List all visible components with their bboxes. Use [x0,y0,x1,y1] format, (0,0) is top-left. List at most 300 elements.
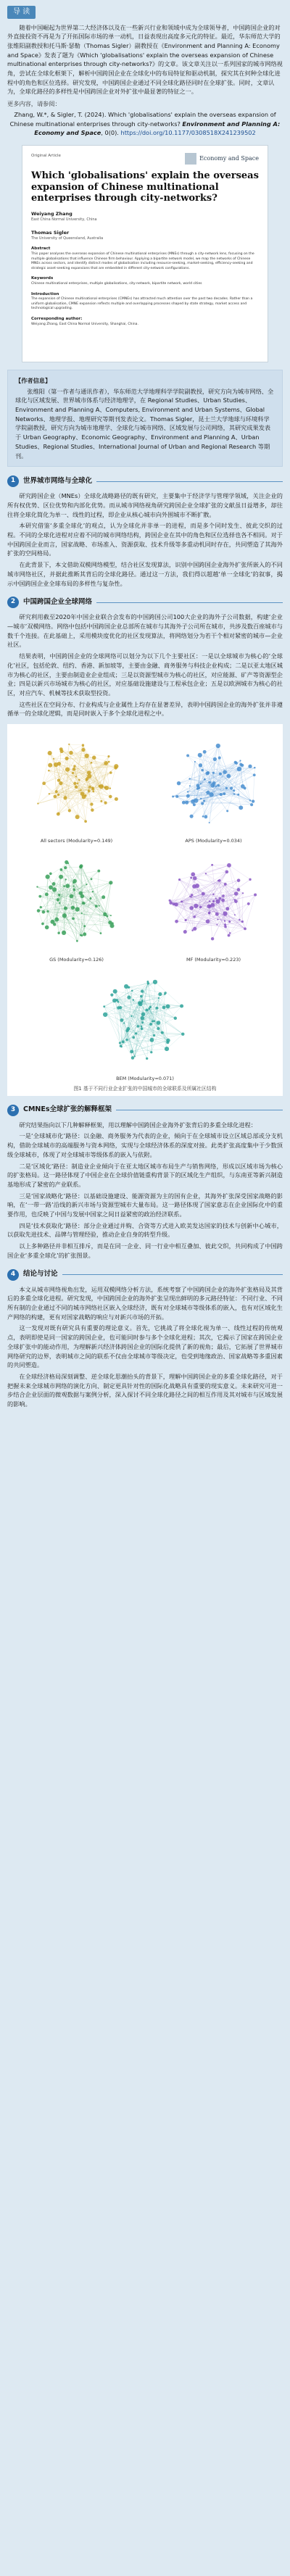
paper-affiliation-2: The University of Queensland, Australia [31,236,104,241]
network-graph-all-sectors [12,728,142,837]
network-node [239,919,241,921]
network-node [218,757,220,760]
network-node [218,773,221,776]
network-node [131,1056,134,1059]
network-node [157,1027,160,1030]
section-number-badge: 1 [7,475,19,487]
network-node [188,778,191,780]
network-node [81,795,86,799]
paragraph: 一是‘全球城市化’路径：以金融、商务服务为代表的企业，倾向于在全球城市设立区域总部或分支机构，借助全球城市的高端服务与资本网络，实现与全球经济体系的深度对接。此类扩张高度集中于少数顶级全球城市，体现了对全球城市等级体系的嵌入与依附。 [7,1132,283,1158]
network-node [204,815,207,818]
network-node [53,763,57,767]
network-node [200,798,202,799]
network-node [114,764,118,768]
network-node [207,905,211,909]
network-node [217,880,218,881]
network-node [233,914,235,915]
network-node [107,761,109,763]
network-node [239,805,243,810]
network-edge [164,994,165,1007]
network-node [56,813,59,816]
network-node [219,793,222,796]
network-node [59,781,62,785]
network-edge [69,744,83,745]
network-node [85,777,88,780]
section-number-badge: 3 [7,1105,19,1116]
network-node [199,906,202,909]
network-node [72,918,75,921]
network-node [116,999,118,1001]
network-node [109,915,111,916]
network-edge [44,770,67,784]
network-figure [7,724,283,1096]
citation-block [7,99,283,138]
network-node [153,980,157,984]
network-node [155,1007,158,1010]
network-node [79,934,81,936]
network-label: GS (Modularity=0.126) [49,957,104,963]
network-node [216,924,218,926]
network-node [210,937,213,940]
network-node [135,1032,137,1034]
network-node [91,808,94,811]
network-node [68,744,70,745]
network-node [148,1007,150,1010]
author-info-box [7,370,283,467]
network-node [50,920,54,924]
network-node [63,907,67,910]
network-graph-mf [149,847,279,956]
paragraph: 本研究借鉴‘多重全球化’的观点，认为全球化并非单一的进程，而是多个同时发生、彼此交织的过程。不同的全球化进程对应着不同的城市网络结构，跨国企业在其中的角色和区位选择也各不相同。对于中国跨国企业而言，国家战略、市场准入、资源获取、技术升级等多重动机同时存在，共同塑造了其海外扩张的空间格局。 [7,522,283,557]
network-node [175,795,178,798]
network-node [81,748,85,752]
network-node [186,754,189,757]
network-node [208,900,210,902]
network-node [227,863,231,868]
network-edge [209,794,238,823]
network-node [158,997,160,999]
network-node [241,921,243,923]
network-graph-gs [12,847,142,956]
network-node [124,984,128,989]
section-title: 中国跨国企业全球网络 [23,597,93,606]
section-number-badge: 4 [7,1269,19,1281]
network-node [183,930,186,934]
network-node [208,781,211,784]
network-node [83,925,86,927]
author-info-text: 张维阳（第一作者与通讯作者），华东师范大学地理科学学院副教授，研究方向为城市网络、全球化与区域发展、世界城市体系与经济地理学，在 Regional Studies、Urban Studies、Environment and Planning A、Computers, Environment and Urban Systems、Global Networks、地理学报、地理研究等期刊发表论文。Thomas Sigler，昆士兰大学地球与环境科学学院副教授，研究方向为城市地理学、全球化与城市网络、区域发展与公司网络，其研究成果发表于 Urban Geography、Economic Geography、Environment and Planning A、Urban Studies、Regional Studies、International Journal of Urban and Regional Research 等期刊。 [15,387,274,460]
network-node [72,886,74,887]
network-node [212,757,216,761]
network-node [229,786,232,789]
paper-title: Which 'globalisations' explain the overseas expansion of Chinese multinational enterprises through city-networks? [31,170,259,204]
network-node [103,1013,107,1017]
network-node [202,750,206,754]
network-edge [154,1034,183,1036]
network-edge [127,1040,167,1043]
network-node [204,873,206,874]
network-edge [199,746,218,755]
network-node [203,778,205,781]
network-node [189,896,191,897]
network-node [39,906,41,908]
paragraph: 在此背景下，本文借助双模网络模型，结合社区发现算法，识别中国跨国企业海外扩张所嵌入的不同城市网络社区，并据此推断其背后的全球化路径。通过这一方法，我们得以超越‘单一全球化’的叙事，揭示中国跨国企业全球布局的多样性与复杂性。 [7,561,283,587]
network-node [150,1051,152,1053]
network-node [180,1005,183,1008]
network-node [90,762,92,764]
network-node [48,770,50,772]
network-node [196,784,199,788]
network-node [152,1021,154,1023]
section-divider [96,602,283,603]
network-node [226,774,231,778]
network-node [176,781,180,785]
network-node [233,789,235,792]
network-node [79,865,83,868]
network-node [254,767,256,769]
network-node [57,932,59,934]
network-node [194,884,199,888]
network-node [196,788,198,790]
network-node [83,902,85,905]
network-node [127,996,130,1000]
network-node [233,793,234,794]
network-node [252,773,255,776]
network-node [192,803,195,806]
network-node [172,796,174,798]
network-node [194,904,198,908]
network-node [49,885,53,889]
network-node [225,907,229,910]
network-node [241,892,243,894]
network-node [249,799,251,801]
network-node [119,1042,121,1044]
network-node [120,1018,123,1022]
network-node [221,899,225,902]
network-node [107,755,109,757]
network-node [178,878,180,881]
network-node [181,901,183,903]
network-node [86,884,87,885]
network-node [208,913,210,915]
network-node [73,765,75,767]
network-node [223,911,227,915]
network-node [69,894,73,899]
network-panel-aps [147,728,280,844]
article-type: Original Article [31,153,61,158]
network-node [122,1041,125,1044]
section-3-body [7,1121,283,1260]
network-node [222,894,225,897]
network-node [59,868,62,871]
guide-tag: 导 读 [7,6,36,19]
network-node [227,934,230,937]
network-node [130,1015,132,1017]
network-label: BEM (Modularity=0.071) [116,1076,174,1082]
network-edge [135,1052,152,1057]
network-node [103,1005,105,1007]
network-label: APS (Modularity=0.034) [185,838,242,844]
network-node [109,788,110,789]
paragraph: 这些社区在空间分布、行业构成与企业属性上均存在显著差异，表明中国跨国企业的海外扩张并非遵循单一的全球化逻辑，而是同时嵌入于多个全球化进程之中。 [7,700,283,718]
paper-affiliation-1: East China Normal University, China [31,217,97,222]
network-edge [127,1040,135,1057]
network-node [76,783,78,784]
network-node [228,921,231,923]
network-node [136,1025,139,1028]
network-node [36,886,38,887]
network-node [113,989,117,994]
network-node [166,1005,170,1009]
section-1-header [7,475,283,487]
network-node [211,864,213,866]
network-node [224,926,227,928]
network-edge [228,928,245,935]
network-node [53,795,57,799]
network-node [223,921,225,922]
intro-section [7,6,283,138]
network-node [72,768,75,771]
author-info-title: 【作者信息】 [15,376,51,384]
network-node [72,889,75,892]
paragraph: 研究利用截至2020年中国企业联合会发布的中国跨国公司100大企业的海外子公司数据，构建‘企业—城市’双模网络。网络中包括中国跨国企业总部所在城市与其海外子公司所在城市，共涉及数百座城市与数千个连接。在此基础上，采用模块度优化的社区发现算法，将网络划分为若干个相对紧密的城市—企业社区。 [7,613,283,649]
network-node [98,905,99,907]
network-node [99,784,103,789]
network-node [236,878,240,882]
network-node [106,915,108,918]
paragraph: 四是‘技术获取化’路径：部分企业通过并购、合资等方式进入欧美发达国家的技术与创新中心城市，以获取先进技术、品牌与管理经验，推动企业自身的转型升级。 [7,1221,283,1239]
network-node [189,815,193,818]
network-node [80,894,83,898]
section-title: 世界城市网络与全球化 [23,476,93,485]
network-node [233,899,236,901]
network-node [65,768,69,772]
network-node [46,910,49,913]
network-node [123,1023,125,1024]
network-node [57,899,58,901]
network-node [174,1017,177,1020]
network-node [104,802,107,805]
doi-link[interactable]: https://doi.org/10.1177/0308518X241239502 [120,129,256,137]
network-node [193,927,196,931]
section-4-body [7,1285,283,1409]
paragraph: 三是‘国家战略化’路径：以基础设施建设、能源资源为主的国有企业，其海外扩张深受国家战略的影响，在‘一带一路’沿线的新兴市场与资源型城市大量布局。这一路径体现了国家意志在企业国际化中的重要作用，也反映了中国与发展中国家之间日益紧密的政治经济联系。 [7,1192,283,1218]
network-node [58,894,60,896]
paragraph: 结果表明，中国跨国企业的全球网络可以划分为以下几个主要社区：一是以全球城市为核心的‘全球化’社区，包括伦敦、纽约、香港、新加坡等，主要由金融、商务服务与科技企业构成；二是以亚太地区城市为核心的社区，主要由制造业企业组成；三是以资源型城市为核心的社区，对应能源、矿产等资源型企业；四是以新兴市场城市为核心的社区，对应基础设施建设与工程承包企业；五是以欧洲城市为核心的社区，对应汽车、机械等技术获取型投资。 [7,652,283,697]
network-node [81,744,83,746]
section-2-body [7,612,283,718]
network-node [205,919,210,923]
network-node [91,891,93,892]
network-node [250,803,253,806]
network-node [97,870,100,873]
network-node [132,1036,135,1039]
network-node [57,794,59,796]
journal-logo [185,153,259,165]
network-grid [10,728,280,963]
network-edge [83,883,110,903]
network-node [94,905,97,907]
network-node [87,789,90,792]
network-node [223,792,225,795]
paragraph: 以上多种路径并非相互排斥，而是在同一企业、同一行业中相互叠加、彼此交织，共同构成了中国跨国企业‘多重全球化’的扩张图景。 [7,1242,283,1259]
network-node [236,888,240,892]
network-node [215,913,218,916]
network-node [59,875,63,879]
network-node [172,902,175,905]
section-2-header [7,597,283,608]
network-node [175,920,178,923]
network-node [65,860,68,864]
section-4-header [7,1269,283,1281]
citation-volume: , 0(0). [101,129,119,137]
network-node [146,981,149,983]
network-edge [245,895,255,929]
paragraph: 研究跨国企业（MNEs）全球化战略路径的既有研究，主要集中于经济学与管理学领域，关注企业的所有权优势、区位优势和内部化优势。而从城市网络视角研究跨国企业全球扩张的文献虽日益增多，却往往将全球化简化为单一、线性的过程，即企业从核心城市向外围城市不断扩散。 [7,492,283,518]
network-edge [228,865,249,879]
network-panel-bem [10,966,280,1082]
network-node [208,822,210,823]
network-node [243,786,246,789]
network-node [111,922,113,924]
network-node [249,878,251,881]
network-node [59,747,62,751]
network-node [120,1046,122,1047]
network-node [44,893,48,897]
network-node [54,918,59,922]
network-node [164,992,166,994]
network-node [59,902,60,904]
network-node [226,810,228,812]
network-node [64,866,67,869]
network-node [206,791,210,794]
keywords-text: Chinese multinational enterprises, multiple globalisations, city-network, bipartite network, world cities [31,282,202,286]
network-node [104,786,109,790]
network-node [150,1038,154,1042]
network-node [37,803,38,805]
network-node [212,894,215,896]
network-node [65,884,70,888]
paper-introduction [31,291,259,312]
network-node [132,999,134,1001]
paragraph: 二是‘区域化’路径：制造业企业倾向于在亚太地区城市布局生产与销售网络，形成以区域市场为核心的扩张格局。这一路径体现了中国企业在全球价值链重构背景下的区域化生产组织，与东南亚等新兴制造基地形成了紧密的产业联系。 [7,1162,283,1188]
network-node [84,820,87,823]
network-edge [65,867,80,868]
network-node [141,1026,142,1027]
network-node [185,801,188,805]
paper-top-bar [31,153,259,165]
network-node [73,782,76,785]
network-node [138,1001,141,1005]
network-node [194,761,195,763]
section-divider [96,481,283,482]
network-node [62,913,66,918]
network-node [225,871,228,874]
network-node [194,798,198,802]
paragraph: 本文从城市网络视角出发，运用双模网络分析方法，系统考察了中国跨国企业的海外扩张格局及其背后的多重全球化进程。研究发现，中国跨国企业的海外扩张呈现出鲜明的多元路径特征：不同行业、不同所有制的企业通过不同的城市网络社区嵌入全球经济，既有对全球城市等级体系的嵌入，也有对区域化生产网络的构建，更有对国家战略的响应与对新兴市场的开拓。 [7,1285,283,1321]
network-node [197,753,202,757]
section-number-badge: 2 [7,597,19,608]
network-node [233,761,236,764]
section-title: CMNEs全球扩张的解释框架 [23,1105,112,1114]
network-node [61,931,65,935]
network-node [36,909,40,913]
abstract-label: Abstract [31,246,51,252]
network-node [80,789,81,791]
network-node [217,784,220,787]
network-node [201,892,204,896]
network-node [102,895,105,899]
network-node [141,1021,144,1023]
network-node [78,779,80,781]
network-node [114,797,117,801]
network-node [205,772,209,776]
figure-caption: 图1 基于不同行业企业扩张的中国城市的全球联系及所属社区结构 [73,1086,217,1092]
network-node [236,767,241,771]
network-node [90,802,93,805]
network-node [91,786,94,789]
section-3-header [7,1105,283,1116]
network-node [71,772,73,774]
network-node [104,761,108,765]
network-node [228,932,231,934]
network-node [189,906,194,910]
network-node [254,894,257,897]
network-node [145,1009,148,1012]
section-title: 结论与讨论 [23,1270,58,1279]
citation-journal: Environment and Planning A: Economy and Space [34,120,281,137]
paper-keywords [31,275,259,286]
network-node [75,815,79,819]
network-node [54,790,57,793]
network-node [201,769,204,772]
network-node [126,1027,130,1031]
network-node [203,799,205,802]
network-panel-all-sectors [10,728,143,844]
journal-logo-square [185,153,196,165]
network-node [193,915,196,918]
network-node [244,928,246,931]
introduction-text: The expansion of Chinese multinational enterprises (CMNEs) has attracted much attention over the past two decades. Rather than a uniform globalisation, CMNE expansion reflects multiple and overlapping processes shaped by state strategy, market access and technological upgrading. [31,297,253,311]
network-node [141,1028,144,1031]
network-edge [106,763,110,797]
network-node [80,913,82,914]
network-edge [228,895,255,936]
network-node [158,992,162,996]
network-node [149,1023,152,1026]
network-node [181,1033,184,1036]
network-node [169,901,173,905]
network-node [69,751,73,755]
network-node [45,875,49,879]
network-node [153,1034,155,1036]
network-label: MF (Modularity=0.223) [186,957,241,963]
network-node [225,787,227,789]
network-node [198,763,202,767]
network-node [233,892,238,896]
network-graph-bem [80,966,210,1075]
network-node [166,1039,170,1042]
network-node [90,878,92,880]
network-node [109,881,112,884]
network-node [191,929,194,931]
network-node [165,1047,169,1051]
section-1-body [7,491,283,588]
network-node [75,940,78,942]
network-node [215,744,220,748]
section-divider [62,1274,283,1275]
citation-main: Zhang, W.*, & Sigler, T. (2024). Which 'globalisations' explain the overseas expansion of Chinese multinational enterprises through city-networks? [9,110,276,128]
